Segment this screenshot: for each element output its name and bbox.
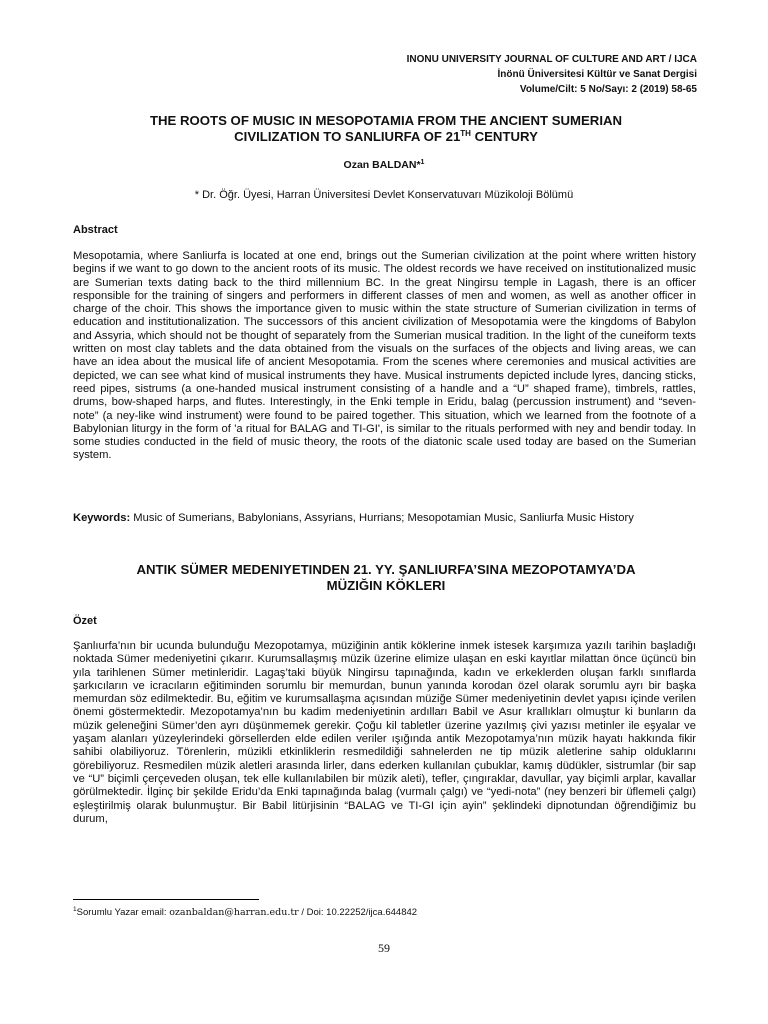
journal-name-turkish: İnönü Üniversitesi Kültür ve Sanat Dergisi [497, 69, 697, 80]
journal-header [407, 52, 697, 97]
footnote-mark: 1 [73, 906, 77, 913]
keywords [73, 512, 696, 525]
keywords-label: Keywords: [73, 512, 131, 524]
paper-title [80, 113, 692, 145]
author-name-text: Ozan BALDAN* [343, 159, 421, 171]
author-name [0, 159, 768, 171]
keywords-text: Music of Sumerians, Babylonians, Assyrians, Hurrians; Mesopotamian Music, Sanliurfa Music History [130, 512, 634, 524]
turkish-title [80, 562, 692, 594]
footnote-email-link[interactable]: ozanbaldan@harran.edu.tr [169, 907, 299, 918]
turkish-title-line-2: MÜZIĞIN KÖKLERI [326, 578, 446, 593]
journal-volume-info: Volume/Cilt: 5 No/Sayı: 2 (2019) 58-65 [519, 84, 697, 95]
paper-title-line-1: THE ROOTS OF MUSIC IN MESOPOTAMIA FROM THE ANCIENT SUMERIAN [149, 113, 623, 128]
paper-title-line-2 [80, 129, 692, 145]
ozet-heading: Özet [73, 615, 97, 627]
footnote-doi: / Doi: 10.22252/ijca.644842 [298, 907, 418, 918]
ozet-text: Şanlıurfa’nın bir ucunda bulunduğu Mezopotamya, müziğinin antik köklerine inmek istesek karşımıza yazılı tarihin başladığı noktada Sümer medeniyetini çıkarır. Kurumsallaşmış müzik üzerine elimize ulaşan en eski kayıtlar milattan önce üçüncü bin yıla tarihlenen Sümer metinleridir. Lagaş’taki büyük Ningirsu tapınağında, kadın ve erkeklerden oluşan farklı sınıflarda şarkıcıların ve icracıların eğitiminden sorumlu bir memurdan, bunun yanında korodan özel olarak sorumlu ayrı bir başka memurdan söz edilmektedir. Bu, eğitim ve kurumsallaşma açısından müziğe Sümer medeniyetinin devlet yapısı içinde verilen önemi göstermektedir. Mezopotamya’nın bu kadim medeniyetinin ardılları Babil ve Asur krallıkları olmuştur ki bunların da müzik geleneğini Sümer’den ayrı düşünmemek gerekir. Çoğu kil tabletler üzerine yazılmış çivi yazısı metinler ile eşyalar ve yaşam alanları yüzeylerindeki görsellerden elde edilen veriler ışığında antik Mezopotamya’nın müzik hayatı hakkında fikir sahibi olabiliyoruz. Törenlerin, müzikli etkinliklerin resmedildiği sahnelerden ne tip müzik aletlerine sahip olduklarını görebiliyoruz. Resmedilen müzik aletleri arasında lirler, dans ederken kullanılan çubuklar, kamış düdükler, sistrumlar (bir sap ve “U” biçimli çerçeveden oluşan, tek elle kullanılabilen bir müzik aleti), tefler, çıngıraklar, davullar, yay biçimli arplar, kavallar görülmektedir. İlginç bir şekilde Eridu’da Enki tapınağında balag (vurmalı çalgı) ve “yedi-nota” (ney benzeri bir üflemeli çalgı) eşleştirilmiş olarak bulunmuştur. Bir Babil litürjisinin “BALAG ve TI-GI için ayin” şeklindeki dipnotundan öğrendiğimiz bu durum, [73, 640, 696, 825]
abstract-text: Mesopotamia, where Sanliurfa is located at one end, brings out the Sumerian civilization at the point where written history begins if we want to go down to the ancient roots of its music. The oldest records we have received on institutionalized music are Sumerian texts dating back to the third millennium BC. In the great Ningirsu temple in Lagash, there is an officer responsible for the training of singers and performers in different classes of men and women, as well as another officer in charge of the choir. This shows the importance given to music within the state structure of Sumerian civilization in terms of education and institutionalization. The successors of this ancient civilization of Mesopotamia were the kingdoms of Babylon and Assyria, which should not be thought of separately from the Sumerian musical tradition. In the light of the cuneiform texts written on most clay tablets and the data obtained from the visuals on the surfaces of the objects and living areas, we can have an idea about the musical life of ancient Mesopotamia. From the scenes where ceremonies and musical activities are depicted, we can see what kind of musical instruments they have. Musical instruments depicted include lyres, dancing sticks, reed pipes, sistrums (a one-handed musical instrument consisting of a handle and a “U” shaped frame), timbrels, rattles, drums, bow-shaped harps, and flutes. Interestingly, in the Enki temple in Eridu, balag (percussion instrument) and “seven-note” (a ney-like wind instrument) were found to be paired together. This situation, which we learned from the footnote of a Babylonian liturgy in the form of 'a ritual for BALAG and TI-GI', is similar to the rituals performed with ney and bendir today. In some studies conducted in the field of music theory, the roots of the diatonic scale used today are based on the Sumerian system. [73, 250, 696, 462]
turkish-title-line-1: ANTIK SÜMER MEDENIYETINDEN 21. YY. ŞANLIURFA’SINA MEZOPOTAMYA’DA [136, 562, 636, 577]
page-number: 59 [378, 941, 390, 955]
journal-name-english: INONU UNIVERSITY JOURNAL OF CULTURE AND ART / IJCA [406, 54, 697, 65]
paper-title-superscript: TH [460, 129, 471, 138]
abstract-heading: Abstract [73, 224, 118, 236]
footnote-divider [73, 899, 259, 900]
paper-title-line-2-start: CIVILIZATION TO SANLIURFA OF 21 [234, 129, 461, 144]
author-affiliation: * Dr. Öğr. Üyesi, Harran Üniversitesi Devlet Konservatuvarı Müzikoloji Bölümü [194, 189, 574, 201]
author-footnote-mark: 1 [420, 159, 425, 166]
paper-title-line-2-end: CENTURY [470, 129, 538, 144]
footnote [73, 907, 417, 918]
footnote-label: Sorumlu Yazar email: [76, 907, 170, 918]
